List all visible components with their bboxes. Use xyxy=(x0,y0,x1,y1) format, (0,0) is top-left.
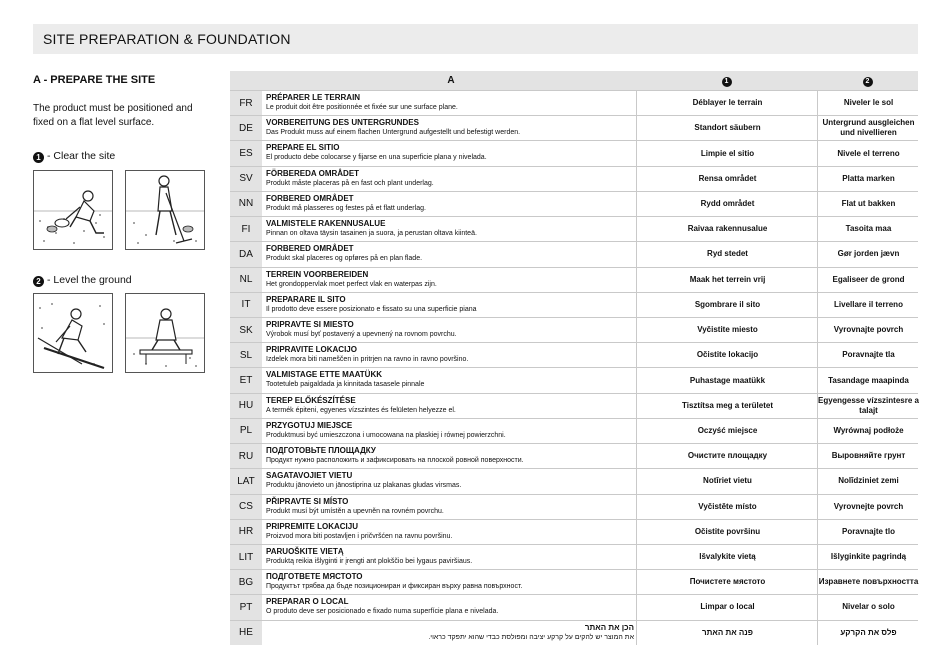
step-2-translation: Nivelar o solo xyxy=(817,595,919,619)
row-description xyxy=(266,597,634,617)
language-code: NN xyxy=(230,192,262,216)
step-1-translation: Очистите площадку xyxy=(636,444,818,468)
language-code: IT xyxy=(230,293,262,317)
table-row xyxy=(230,494,918,519)
step-1-translation: Vyčistite miesto xyxy=(636,318,818,342)
step-2-translation: Vyrovnajte povrch xyxy=(817,318,919,342)
step-2-translation: Poravnajte tla xyxy=(817,343,919,367)
language-code: HU xyxy=(230,394,262,418)
language-code: FR xyxy=(230,91,262,115)
row-title: הכן את האתר xyxy=(584,622,634,632)
row-description xyxy=(266,370,634,390)
row-text: Il prodotto deve essere posizionato e fissato su una superficie piana xyxy=(266,305,477,313)
row-description xyxy=(266,244,634,264)
step-2-text: - Level the ground xyxy=(47,274,132,286)
step-2-translation: Nolīdziniet zemi xyxy=(817,469,919,493)
step-1-translation: Limpar o local xyxy=(636,595,818,619)
illustration-clear-site-raking xyxy=(125,170,205,250)
step-1-translation: Maak het terrein vrij xyxy=(636,268,818,292)
step-2-translation: Poravnajte tlo xyxy=(817,520,919,544)
step-2-translation: Egyengesse vízszintesre a talajt xyxy=(817,394,919,418)
row-description xyxy=(266,345,634,365)
row-description xyxy=(266,194,634,214)
step-1-translation: Tisztítsa meg a területet xyxy=(636,394,818,418)
column-header-a: A xyxy=(447,75,455,86)
column-header-1-number: 1 xyxy=(722,77,732,87)
row-title: FORBERED OMRÅDET xyxy=(266,244,354,254)
step-2-label xyxy=(33,274,132,287)
step-2-translation: Wyrównaj podłoże xyxy=(817,419,919,443)
step-1-translation: Rydd området xyxy=(636,192,818,216)
step-1-translation: Sgombrare il sito xyxy=(636,293,818,317)
row-text: Produktu jānovieto un jānostiprina uz plakanas gludas virsmas. xyxy=(266,482,462,490)
step-2-translation: Išlyginkite pagrindą xyxy=(817,545,919,569)
row-title: TERREIN VOORBEREIDEN xyxy=(266,269,369,279)
row-description xyxy=(266,169,634,189)
row-description xyxy=(266,471,634,491)
row-title: FORBERED OMRÅDET xyxy=(266,193,354,203)
illustration-clear-site-kneeling xyxy=(33,170,113,250)
page-header xyxy=(33,24,918,54)
row-description xyxy=(266,446,634,466)
step-2-translation: Tasandage maapinda xyxy=(817,368,919,392)
language-code: PT xyxy=(230,595,262,619)
row-text: Продукт нужно расположить и зафиксировать на плоской ровной поверхности. xyxy=(266,457,524,465)
table-row xyxy=(230,317,918,342)
row-title: VORBEREITUNG DES UNTERGRUNDES xyxy=(266,118,419,128)
language-code: DE xyxy=(230,116,262,140)
step-1-translation: פנה את האתר xyxy=(636,621,818,645)
step-1-translation: Išvalykite vietą xyxy=(636,545,818,569)
step-2-translation: Выровняйте грунт xyxy=(817,444,919,468)
row-text: Продуктът трябва да бъде позициониран и фиксиран върху равна повърхност. xyxy=(266,583,523,591)
step-1-translation: Očistite površinu xyxy=(636,520,818,544)
row-description xyxy=(266,572,634,592)
row-title: PRÉPARER LE TERRAIN xyxy=(266,93,361,102)
table-row xyxy=(230,519,918,544)
step-1-text: - Clear the site xyxy=(47,150,116,162)
step-1-translation: Puhastage maatükk xyxy=(636,368,818,392)
language-code: PL xyxy=(230,419,262,443)
row-title: VALMISTELE RAKENNUSALUE xyxy=(266,219,386,229)
language-code: ES xyxy=(230,141,262,165)
row-title: PRIPREMITE LOKACIJU xyxy=(266,521,359,531)
section-text: The product must be positioned and fixed on a flat level surface. xyxy=(33,103,193,128)
instructions-panel xyxy=(33,74,223,130)
table-row xyxy=(230,191,918,216)
row-text: A termék épiteni, egyenes vízszintes és felületen helyezze el. xyxy=(266,406,456,414)
step-1-translation: Notīriet vietu xyxy=(636,469,818,493)
table-row xyxy=(230,166,918,191)
step-2-translation: Untergrund ausgleichen und nivellieren xyxy=(817,116,919,140)
step-1-translation: Rensa området xyxy=(636,167,818,191)
language-code: DA xyxy=(230,242,262,266)
row-title: PŘIPRAVTE SI MÍSTO xyxy=(266,496,349,506)
table-row xyxy=(230,292,918,317)
row-text: Het grondoppervlak moet perfect vlak en waterpas zijn. xyxy=(266,280,437,288)
column-header-2-number: 2 xyxy=(863,77,873,87)
table-header xyxy=(230,71,918,90)
row-title: PRIPRAVITE LOKACIJO xyxy=(266,345,357,355)
row-title: PRIPRAVTE SI MIESTO xyxy=(266,319,354,329)
row-description xyxy=(266,143,634,163)
row-title: FÖRBEREDA OMRÅDET xyxy=(266,168,360,178)
language-code: SV xyxy=(230,167,262,191)
row-title: VALMISTAGE ETTE MAATÜKK xyxy=(266,370,382,380)
language-code: HR xyxy=(230,520,262,544)
step-1-translation: Vyčistěte místo xyxy=(636,495,818,519)
row-description xyxy=(266,320,634,340)
step-2-translation: Gør jorden jævn xyxy=(817,242,919,266)
step-2-translation: Vyrovnejte povrch xyxy=(817,495,919,519)
table-row xyxy=(230,620,918,645)
row-text: Produktmusi być umieszczona i umocowana na płaskiej i równej powierzchni. xyxy=(266,431,506,439)
row-text: את המוצר יש להקים על קרקע יציבה ומפולסת כבדי שהוא יתפקד כראוי. xyxy=(428,633,634,641)
language-code: NL xyxy=(230,268,262,292)
step-2-translation: Platta marken xyxy=(817,167,919,191)
language-code: BG xyxy=(230,570,262,594)
row-title: PREPARE EL SITIO xyxy=(266,143,340,153)
step-2-number: 2 xyxy=(33,276,44,287)
row-text: Produkt måste placeras på en fast och plant underlag. xyxy=(266,179,434,187)
language-code: ET xyxy=(230,368,262,392)
language-code: HE xyxy=(230,621,262,645)
row-description xyxy=(266,497,634,517)
row-title: TEREP ELŐKÉSZÍTÉSE xyxy=(266,395,356,405)
table-row xyxy=(230,115,918,140)
step-2-translation: Livellare il terreno xyxy=(817,293,919,317)
row-title: ПОДГОТОВЬТЕ ПЛОЩАДКУ xyxy=(266,446,376,456)
column-header-2 xyxy=(817,71,918,90)
section-title: A - PREPARE THE SITE xyxy=(33,74,156,86)
row-text: Proizvod mora biti postavljen i pričvršćen na ravnu površinu. xyxy=(266,532,453,540)
row-title: PREPARAR O LOCAL xyxy=(266,597,349,607)
step-1-number: 1 xyxy=(33,152,44,163)
translation-table xyxy=(230,71,918,645)
table-row xyxy=(230,418,918,443)
illustration-level-ground-spirit-level xyxy=(125,293,205,373)
row-title: PARUOŠKITE VIETĄ xyxy=(266,546,344,556)
language-code: LAT xyxy=(230,469,262,493)
language-code: LIT xyxy=(230,545,262,569)
step-1-translation: Déblayer le terrain xyxy=(636,91,818,115)
row-description xyxy=(266,547,634,567)
table-row xyxy=(230,443,918,468)
step-2-translation: Изравнете повърхността xyxy=(817,570,919,594)
table-row xyxy=(230,367,918,392)
row-text: Produkt musí být umístěn a upevněn na rovném povrchu. xyxy=(266,507,444,515)
row-text: Tootetuleb paigaldada ja kinnitada tasasele pinnale xyxy=(266,381,425,389)
step-1-translation: Ryd stedet xyxy=(636,242,818,266)
table-row xyxy=(230,594,918,619)
table-row xyxy=(230,241,918,266)
row-text: El producto debe colocarse y fijarse en una superficie plana y nivelada. xyxy=(266,154,487,162)
row-title: SAGATAVOJIET VIETU xyxy=(266,471,353,481)
row-description xyxy=(266,270,634,290)
language-code: SK xyxy=(230,318,262,342)
illustration-level-ground-board xyxy=(33,293,113,373)
table-row xyxy=(230,569,918,594)
step-1-translation: Standort säubern xyxy=(636,116,818,140)
table-row xyxy=(230,267,918,292)
row-text: Produkt skal placeres og opføres på en plan flade. xyxy=(266,255,423,263)
table-row xyxy=(230,216,918,241)
step-1-label xyxy=(33,150,115,163)
row-text: Pinnan on oltava täysin tasainen ja suora, ja perustan oltava kiinteä. xyxy=(266,230,477,238)
table-row xyxy=(230,393,918,418)
row-text: Produkt må plasseres og festes på et flatt underlag. xyxy=(266,204,426,212)
table-row xyxy=(230,544,918,569)
row-description xyxy=(266,93,634,113)
step-1-translation: Raivaa rakennusalue xyxy=(636,217,818,241)
row-text: Le produit doit être positionnée et fixée sur une surface plane. xyxy=(266,104,458,111)
row-text: O produto deve ser posicionado e fixado numa superfície plana e nivelada. xyxy=(266,608,499,616)
step-1-translation: Почистете мястото xyxy=(636,570,818,594)
row-description xyxy=(266,295,634,315)
table-row xyxy=(230,90,918,115)
step-1-translation: Očistite lokacijo xyxy=(636,343,818,367)
table-row xyxy=(230,468,918,493)
step-2-translation: Niveler le sol xyxy=(817,91,919,115)
row-text: Izdelek mora biti nameščen in pritrjen na ravno in ravno površino. xyxy=(266,356,469,364)
step-1-translation: Oczyść miejsce xyxy=(636,419,818,443)
language-code: RU xyxy=(230,444,262,468)
row-text: Výrobok musí byť postavený a upevnený na rovnom povrchu. xyxy=(266,330,457,338)
row-description xyxy=(266,522,634,542)
step-2-translation: Egaliseer de grond xyxy=(817,268,919,292)
row-text: Produktą reikia išlyginti ir įrengti ant plokščio bei lygaus paviršiaus. xyxy=(266,557,473,565)
step-2-translation: פלס את הקרקע xyxy=(817,621,919,645)
language-code: SL xyxy=(230,343,262,367)
step-2-translation: Flat ut bakken xyxy=(817,192,919,216)
row-description xyxy=(266,118,634,138)
step-2-translation: Tasoita maa xyxy=(817,217,919,241)
step-1-translation: Limpie el sitio xyxy=(636,141,818,165)
step-2-translation: Nivele el terreno xyxy=(817,141,919,165)
column-header-1 xyxy=(636,71,817,90)
page-title: SITE PREPARATION & FOUNDATION xyxy=(43,31,291,47)
row-title: ПОДГОТВЕТЕ МЯСТОТО xyxy=(266,572,363,582)
row-text: Das Produkt muss auf einem flachen Untergrund aufgestellt und befestigt werden. xyxy=(266,129,521,137)
row-description xyxy=(266,396,634,416)
table-row xyxy=(230,140,918,165)
row-description xyxy=(266,421,634,441)
row-title: PREPARARE IL SITO xyxy=(266,294,346,304)
language-code: FI xyxy=(230,217,262,241)
row-description xyxy=(266,219,634,239)
table-row xyxy=(230,342,918,367)
row-title: PRZYGOTUJ MIEJSCE xyxy=(266,420,353,430)
language-code: CS xyxy=(230,495,262,519)
row-description xyxy=(266,623,634,643)
table-body xyxy=(230,90,918,645)
